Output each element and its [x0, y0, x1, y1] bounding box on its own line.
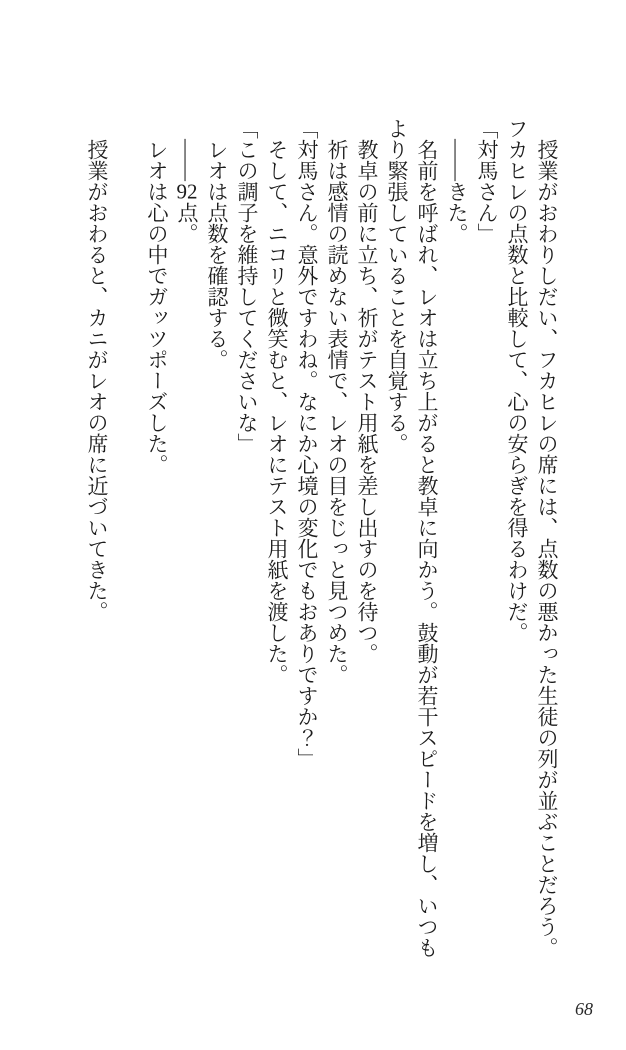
text-run: ―― [175, 139, 199, 181]
text-run: 点。 [175, 202, 199, 244]
tate-chu-yoko-number: 92 [176, 181, 198, 202]
dialogue-paragraph: 「対馬さん。意外ですわね。なにか心境の変化でもおありですか？」 [295, 118, 319, 769]
blank-line [112, 118, 142, 128]
vertical-text-block [82, 118, 562, 959]
narrative-paragraph: レオは点数を確認する。 [205, 139, 229, 370]
narrative-paragraph: 授業がおわると、カニがレオの席に近づいてきた。 [85, 139, 109, 622]
narrative-paragraph: レオは心の中でガッツポーズした。 [145, 139, 169, 475]
narrative-paragraph: ――きた。 [445, 139, 469, 244]
narrative-paragraph: 名前を呼ばれ、レオは立ち上がると教卓に向かう。鼓動が若干スピードを増し、いつもより緊張していることを自覚する。 [385, 118, 439, 958]
dialogue-paragraph: 「対馬さん」 [475, 118, 499, 244]
narrative-paragraph: そして、ニコリと微笑むと、レオにテスト用紙を渡した。 [265, 139, 289, 685]
narrative-paragraph: 授業がおわりしだい、フカヒレの席には、点数の悪かった生徒の列が並ぶことだろう。フカヒレの点数と比較して、心の安らぎを得るわけだ。 [505, 118, 559, 958]
narrative-paragraph: 祈は感情の読めない表情で、レオの目をじっと見つめた。 [325, 139, 349, 685]
page-number: 68 [575, 999, 593, 1019]
narrative-paragraph: 教卓の前に立ち、祈がテスト用紙を差し出すのを待つ。 [355, 139, 379, 664]
dialogue-paragraph: 「この調子を維持してくださいな」 [235, 118, 259, 454]
narrative-paragraph [172, 118, 202, 959]
